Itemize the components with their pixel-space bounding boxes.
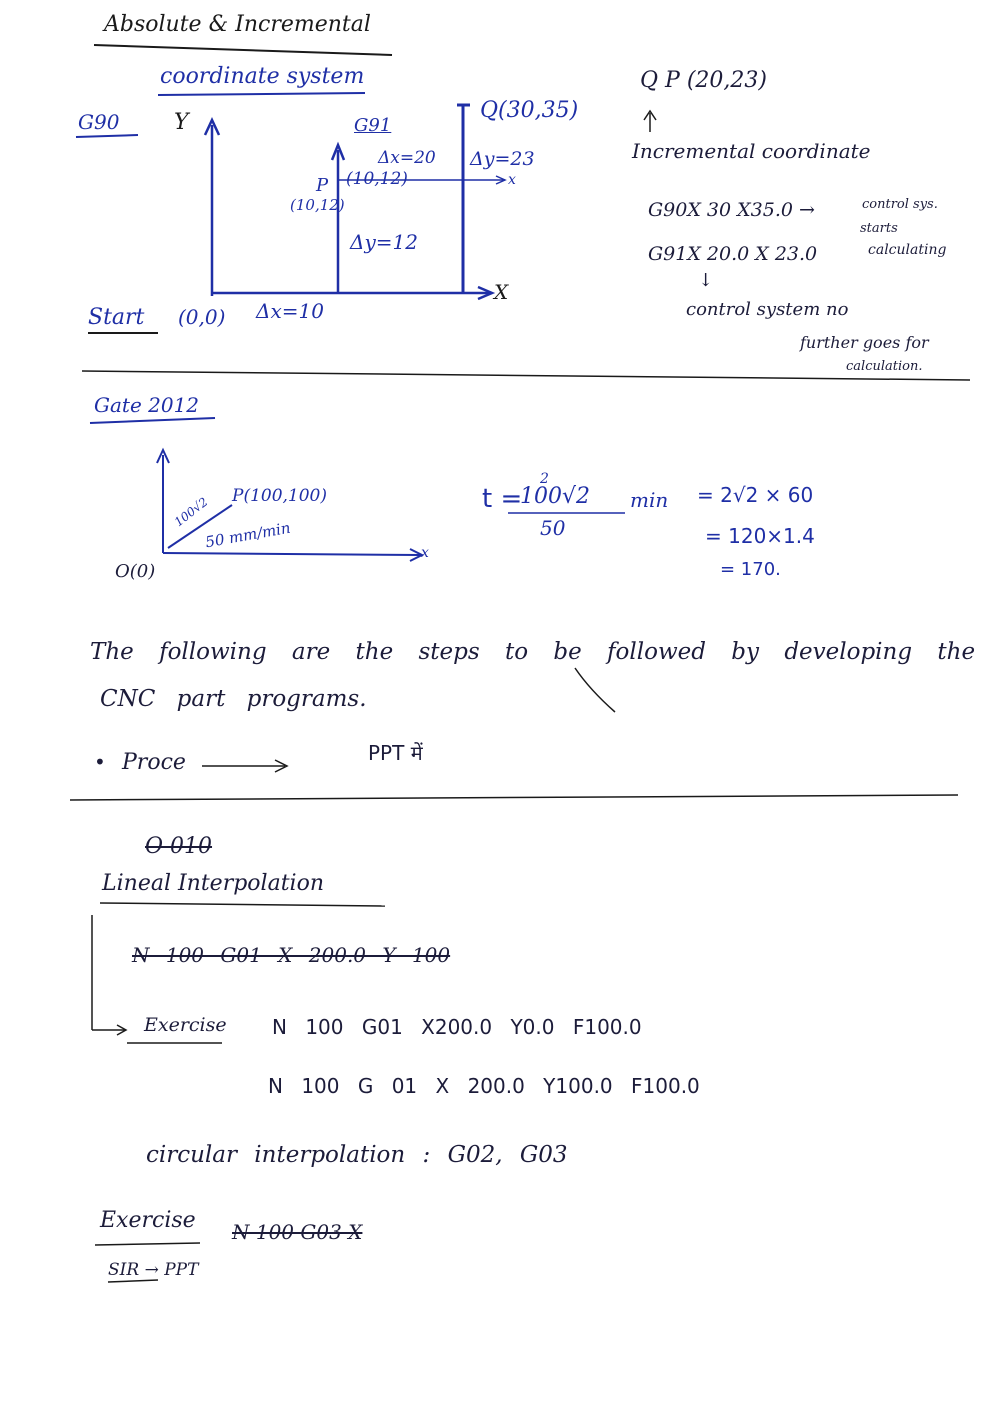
divider-1 — [82, 371, 970, 380]
struck-o010: O 010 — [145, 834, 213, 859]
formula-result-3: = 170. — [720, 559, 781, 580]
delta-y-12: Δy=12 — [350, 230, 418, 254]
g90-note2: starts — [860, 221, 898, 236]
incremental-coordinate: Incremental coordinate — [632, 139, 871, 163]
small-x-label: x — [508, 172, 516, 188]
g90-underline — [76, 135, 138, 137]
p-point-label: P — [316, 175, 329, 196]
down-arrow: ↓ — [698, 270, 714, 291]
formula-result-2: = 120×1.4 — [705, 524, 815, 548]
gate-p-point: P(100,100) — [232, 486, 328, 506]
gate-heading: Gate 2012 — [94, 393, 200, 417]
divider-2 — [70, 795, 958, 800]
p-coord-right: (10,12) — [346, 169, 408, 189]
exercise-label-2: Exercise — [100, 1208, 196, 1233]
right-qp-label: Q P (20,23) — [640, 68, 767, 93]
title-underline-2 — [158, 93, 365, 95]
delta-x-20: Δx=20 — [378, 148, 436, 168]
exercise-line-1: N 100 G01 X200.0 Y0.0 F100.0 — [272, 1015, 642, 1039]
g91-label: G91 — [354, 115, 392, 136]
g91-note: calculating — [868, 242, 947, 258]
g90-label: G90 — [78, 110, 120, 134]
calculation: calculation. — [846, 359, 923, 374]
g90-line: G90X 30 X35.0 → — [648, 199, 815, 221]
gate-underline — [90, 418, 215, 423]
sir-ppt: SIR → PPT — [108, 1260, 199, 1280]
formula-t-numerator: 100√2 — [520, 484, 591, 509]
start-coord: (0,0) — [178, 305, 226, 329]
start-label: Start — [88, 305, 145, 330]
formula-t-label: t = — [482, 484, 523, 514]
steps-line-2: CNC part programs. — [100, 686, 367, 712]
formula-t-denominator: 50 — [540, 516, 566, 540]
bullet-dot: • — [94, 750, 106, 774]
further-goes-for: further goes for — [800, 333, 929, 352]
bullet-proce: Proce — [122, 750, 186, 775]
g90-note: control sys. — [862, 197, 938, 212]
title-line-2: coordinate system — [160, 64, 365, 89]
formula-t-superscript: 2 — [540, 471, 549, 487]
formula-result-1: = 2√2 × 60 — [697, 483, 814, 507]
steps-line-1: The following are the steps to be followed by developing the — [90, 639, 976, 665]
x-axis-label: X — [494, 280, 509, 304]
ppt-me: PPT में — [368, 741, 423, 765]
delta-y-23: Δy=23 — [470, 148, 535, 170]
control-system-no: control system no — [686, 299, 849, 320]
struck-n100-line-2: N 100 G03 X — [232, 1220, 363, 1244]
struck-n100-line: N 100 G01 X 200.0 Y 100 — [132, 943, 451, 967]
g91-line: G91X 20.0 X 23.0 — [648, 243, 818, 265]
gate-speed: 50 mm/min — [204, 518, 292, 552]
circular-interpolation: circular interpolation : G02, G03 — [146, 1142, 568, 1168]
q-point-label: Q(30,35) — [480, 98, 579, 123]
linear-interpolation-heading: Lineal Interpolation — [102, 871, 324, 896]
y-axis-label: Y — [174, 110, 189, 135]
p-coord-left: (10,12) — [290, 196, 345, 214]
delta-x-10: Δx=10 — [256, 299, 324, 323]
title-underline-1 — [94, 45, 392, 55]
gate-diagonal-length: 100√2 — [171, 494, 211, 530]
formula-min: min — [630, 488, 669, 512]
exercise-label-1: Exercise — [144, 1014, 227, 1036]
gate-origin: O(0) — [115, 561, 156, 582]
exercise-line-2: N 100 G 01 X 200.0 Y100.0 F100.0 — [268, 1074, 700, 1098]
title-line-1: Absolute & Incremental — [104, 12, 371, 37]
gate-x-label: x — [421, 545, 429, 561]
